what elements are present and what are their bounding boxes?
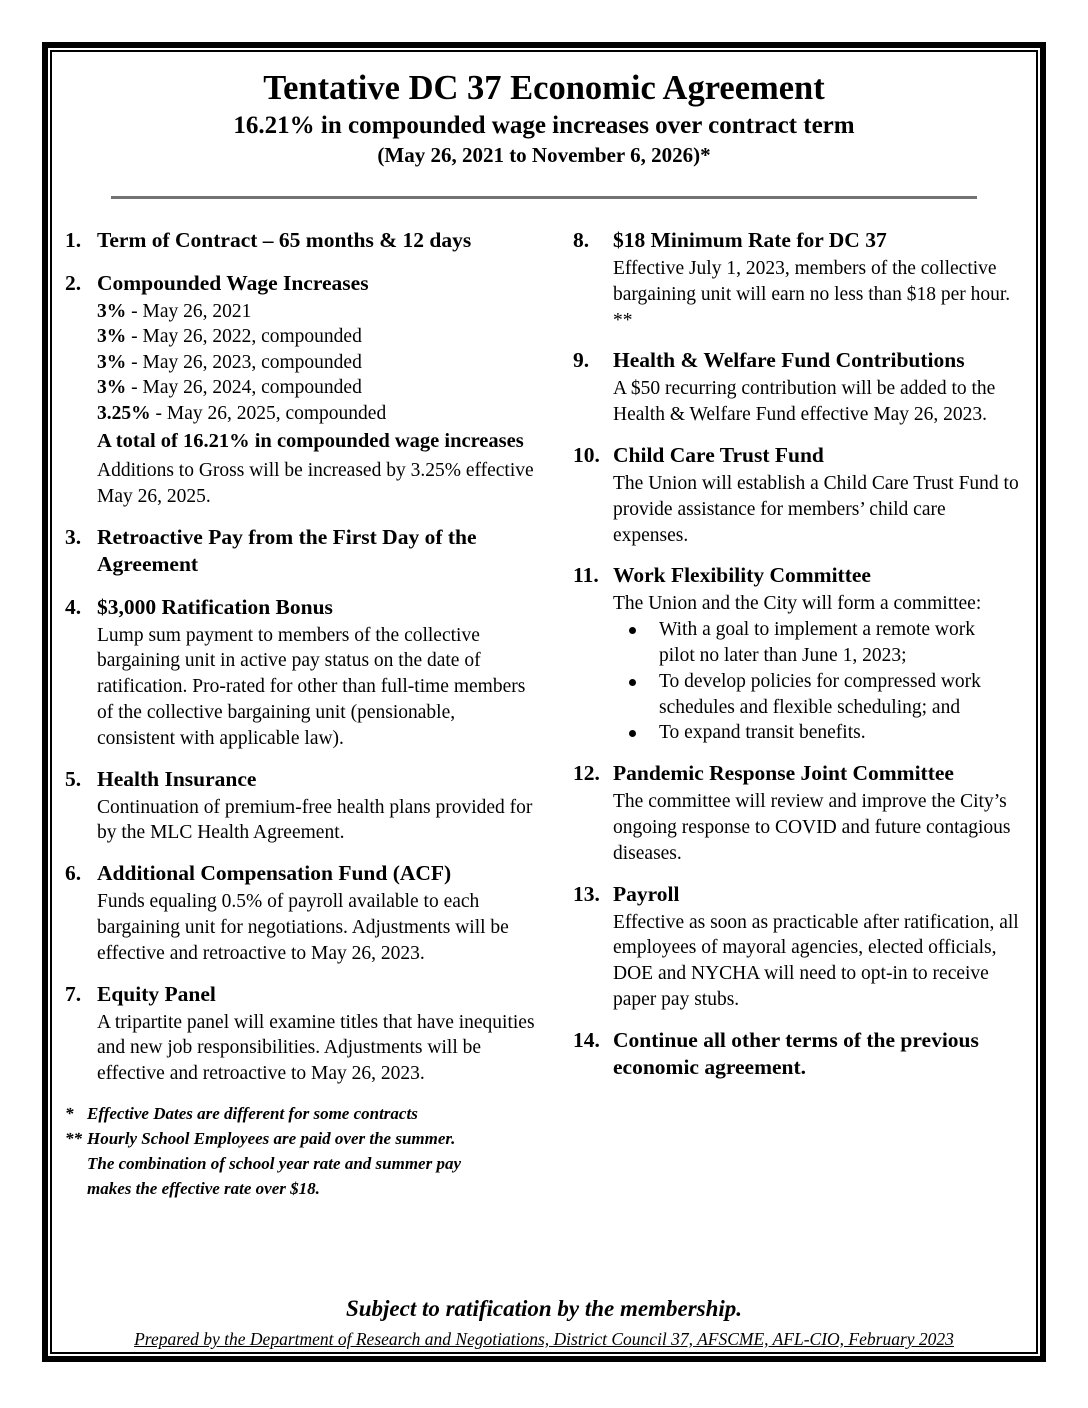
column-right — [573, 227, 1025, 1201]
footnote-marker: ** — [65, 1128, 82, 1148]
bullet-text: To expand transit benefits. — [659, 722, 866, 744]
item-number: 4. — [65, 594, 82, 619]
item-body: Continuation of premium-free health plans provided for by the MLC Health Agreement. — [97, 796, 533, 844]
item-number: 7. — [65, 981, 82, 1006]
item-heading: Additional Compensation Fund (ACF) — [97, 861, 452, 886]
item-heading: Child Care Trust Fund — [613, 442, 824, 467]
item-body: Additions to Gross will be increased by 3.25% effective May 26, 2025. — [97, 460, 534, 507]
item-body: A tripartite panel will examine titles that have inequities and new job responsibilities. Adjustments will be effective and retroactive to May 26, 2023. — [97, 1011, 535, 1085]
item-number: 12. — [573, 761, 600, 786]
item-heading: Compounded Wage Increases — [97, 271, 369, 295]
footnote — [65, 1101, 537, 1126]
wage-rate: 3% — [97, 377, 127, 399]
bullet-item — [613, 720, 1025, 746]
item-number: 14. — [573, 1027, 600, 1052]
item-heading: $3,000 Ratification Bonus — [97, 594, 333, 619]
document-title: Tentative DC 37 Economic Agreement — [263, 69, 825, 107]
item-number: 11. — [573, 563, 599, 588]
item-number: 8. — [573, 228, 590, 252]
item-number: 5. — [65, 766, 82, 791]
item-body: The Union and the City will form a committee: — [613, 593, 982, 615]
wage-date: - May 26, 2021 — [126, 301, 252, 322]
item-heading: Retroactive Pay from the First Day of the Agreement — [97, 524, 477, 576]
ratification-note: Subject to ratification by the membership. — [345, 1296, 743, 1321]
wage-date: - May 26, 2024, compounded — [126, 377, 362, 399]
footnote-marker: * — [65, 1103, 74, 1123]
bullet-item — [613, 669, 1025, 721]
item-body: A $50 recurring contribution will be added to the Health & Welfare Fund effective May 26, 2023. — [613, 378, 996, 426]
bullet-icon — [629, 627, 636, 634]
item-heading: $18 Minimum Rate for DC 37 — [613, 228, 887, 252]
document-dateline: (May 26, 2021 to November 6, 2026)* — [377, 143, 711, 167]
page-frame-inner — [50, 50, 1038, 1354]
item-number: 9. — [573, 348, 590, 373]
item-number: 6. — [65, 861, 82, 886]
agreement-item-1 — [65, 227, 537, 256]
item-number: 10. — [573, 442, 600, 467]
agreement-item-2 — [65, 270, 537, 510]
agreement-item-14 — [573, 1027, 1025, 1083]
wage-line — [97, 324, 537, 349]
agreement-item-7 — [65, 981, 537, 1087]
document-subtitle: 16.21% in compounded wage increases over contract term — [233, 112, 855, 139]
wage-line — [97, 299, 537, 324]
item-body: Lump sum payment to members of the collective bargaining unit in active pay status on the date of ratification. Pro-rated for other than full-time members of the collective bargaining unit (pensionable, consistent with applicable law). — [97, 624, 526, 749]
agreement-item-3 — [65, 524, 537, 580]
item-body: Effective July 1, 2023, members of the collective bargaining unit will earn no less than $18 per hour. ** — [613, 258, 1011, 331]
footnotes-block — [65, 1101, 537, 1201]
wage-rate: 3% — [97, 351, 127, 373]
bullet-icon — [629, 730, 636, 737]
wage-rate: 3.25% — [97, 402, 151, 424]
wage-line — [97, 401, 537, 426]
item-body: The committee will review and improve the City’s ongoing response to COVID and future contagious diseases. — [613, 791, 1011, 864]
bullet-item — [613, 617, 1025, 669]
footnote-text: Effective Dates are different for some contracts — [87, 1103, 418, 1123]
wage-date: - May 26, 2023, compounded — [126, 351, 362, 373]
agreement-item-9 — [573, 347, 1025, 428]
two-column-body — [52, 199, 1036, 1201]
agreement-item-11 — [573, 562, 1025, 746]
footnote — [65, 1126, 537, 1201]
item-heading: Health & Welfare Fund Contributions — [613, 348, 965, 373]
wage-date: - May 26, 2025, compounded — [150, 402, 387, 424]
wage-date: - May 26, 2022, compounded — [126, 326, 362, 348]
page-frame — [42, 42, 1046, 1362]
agreement-item-10 — [573, 442, 1025, 548]
item-heading: Equity Panel — [97, 981, 216, 1006]
agreement-item-13 — [573, 881, 1025, 1013]
document-header — [52, 52, 1036, 168]
bullet-text: With a goal to implement a remote work pilot no later than June 1, 2023; — [659, 619, 975, 666]
item-heading: Health Insurance — [97, 766, 257, 791]
item-heading: Payroll — [613, 881, 680, 906]
bullet-text: To develop policies for compressed work schedules and flexible scheduling; and — [659, 670, 981, 718]
item-body: Effective as soon as practicable after ratification, all employees of mayoral agencies, elected officials, DOE and NYCHA will need to opt-in to receive paper pay stubs. — [613, 911, 1019, 1010]
item-heading: Pandemic Response Joint Committee — [613, 761, 954, 786]
credit-line: Prepared by the Department of Research and Negotiations, District Council 37, AFSCME, AFL-CIO, February 2023 — [134, 1329, 954, 1349]
footnote-text: Hourly School Employees are paid over the summer. The combination of school year rate and summer pay makes the effective rate over $18. — [87, 1128, 461, 1198]
item-body: The Union will establish a Child Care Trust Fund to provide assistance for members’ child care expenses. — [613, 472, 1019, 546]
wage-rate: 3% — [97, 301, 127, 322]
item-heading: Continue all other terms of the previous economic agreement. — [613, 1027, 979, 1079]
item-body: Funds equaling 0.5% of payroll available to each bargaining unit for negotiations. Adjustments will be effective and retroactive to May 26, 2023. — [97, 891, 509, 964]
wage-line — [97, 375, 537, 400]
agreement-item-5 — [65, 766, 537, 847]
agreement-item-6 — [65, 860, 537, 966]
wage-total-line: A total of 16.21% in compounded wage increases — [97, 430, 524, 453]
wage-line — [97, 350, 537, 375]
agreement-item-8 — [573, 227, 1025, 333]
item-number: 3. — [65, 524, 82, 549]
wage-rate: 3% — [97, 326, 127, 348]
item-number: 1. — [65, 228, 82, 252]
item-heading: Term of Contract – 65 months & 12 days — [97, 228, 472, 252]
item-number: 2. — [65, 271, 82, 295]
bullet-icon — [629, 679, 636, 686]
item-number: 13. — [573, 881, 600, 906]
agreement-item-4 — [65, 594, 537, 752]
column-left — [65, 227, 537, 1201]
item-heading: Work Flexibility Committee — [613, 563, 871, 588]
agreement-item-12 — [573, 760, 1025, 866]
